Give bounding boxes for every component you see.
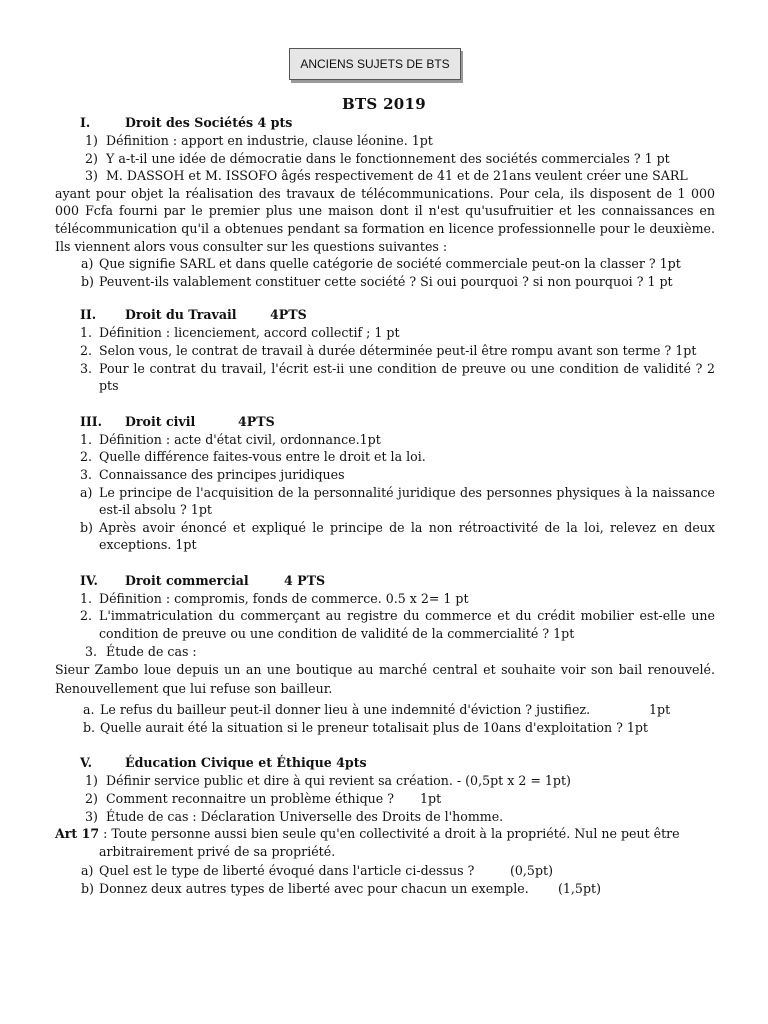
article-continuation: arbitrairement privé de sa propriété. [99,843,336,859]
question-points: 1pt [649,702,671,718]
header-banner: ANCIENS SUJETS DE BTS [289,48,461,80]
question-marker: 3. [80,360,93,376]
question-marker: a) [81,256,94,272]
section-number: V. [80,755,92,771]
section-title: Éducation Civique et Éthique 4pts [125,755,367,771]
case-paragraph: Sieur Zambo loue depuis un an une boutique au marché central et souhaite voir son bail renouvelé. Renouvellement que lui refuse son bailleur. [55,662,715,697]
question-text: Que signifie SARL et dans quelle catégorie de société commerciale peut-on la classer ? 1pt [99,256,681,272]
question-points: (1,5pt) [558,881,601,896]
question-text: Donnez deux autres types de liberté avec pour chacun un exemple. [99,881,529,896]
question-marker: 3) [85,168,98,184]
question-item [55,150,715,168]
page-title: BTS 2019 [341,95,427,113]
question-text: Définition : acte d'état civil, ordonnance.1pt [99,431,381,447]
question-marker: 3. [80,466,93,482]
question-marker: b) [81,273,94,289]
question-item [55,167,715,185]
sub-question-item [55,719,715,737]
question-marker: b) [81,881,94,896]
question-item [55,448,715,466]
question-item [55,772,715,790]
question-item [55,643,715,661]
question-marker: a) [81,863,94,879]
question-marker: 2. [80,608,93,624]
question-text: M. DASSOH et M. ISSOFO âgés respectivement de 41 et de 21ans veulent créer une SARL [106,168,688,184]
question-text: Quelle aurait été la situation si le preneur totalisait plus de 10ans d'exploitation ? 1pt [100,719,648,735]
question-item [55,431,715,449]
section-points: 4PTS [270,307,307,323]
section-heading-education-civique [55,754,715,772]
question-text: Définition : licenciement, accord collectif ; 1 pt [99,325,400,341]
question-marker: 3. [85,643,98,659]
section-heading-travail [55,306,715,324]
question-text: Après avoir énoncé et expliqué le principe de la non rétroactivité de la loi, relevez en deux exceptions. 1pt [99,519,715,553]
article-text: : Toute personne aussi bien seule qu'en collectivité a droit à la propriété. Nul ne peut être [99,826,680,842]
question-points: 1pt [420,791,442,807]
question-marker: a. [83,702,95,718]
sub-question-item [55,484,715,519]
document-body [55,114,715,898]
question-item [55,342,715,360]
article-quote [55,825,715,843]
sub-question-item [55,273,715,291]
section-points: 4PTS [238,413,275,429]
sub-question-item [55,701,715,719]
question-text: Définition : apport en industrie, clause léonine. 1pt [106,133,433,148]
section-points: 4 PTS [284,572,326,588]
section-title: Droit du Travail [125,307,237,323]
question-text: Connaissance des principes juridiques [99,466,345,482]
question-marker: b. [83,719,96,735]
question-text: Étude de cas : Déclaration Universelle des Droits de l'homme. [106,808,504,824]
question-marker: 2. [80,449,93,465]
question-text: Définir service public et dire à qui revient sa création. - (0,5pt x 2 = 1pt) [106,773,571,789]
sub-question-item [55,880,715,898]
question-text: L'immatriculation du commerçant au registre du commerce et du crédit mobilier est-elle une condition de preuve ou une condition de validité de la commercialité ? 1pt [99,608,715,642]
question-marker: 1. [80,431,93,447]
question-text: Comment reconnaitre un problème éthique ? [106,791,394,807]
question-marker: 2) [85,791,98,807]
question-text: Le refus du bailleur peut-il donner lieu à une indemnité d'éviction ? justifiez. [100,702,591,718]
question-marker: b) [80,519,93,535]
question-marker: 2) [85,150,98,166]
question-marker: 1) [85,133,98,148]
section-number: IV. [80,572,98,588]
section-heading-civil [55,413,715,431]
question-marker: 2. [80,342,93,358]
question-item [55,808,715,826]
section-title: Droit civil [125,413,196,429]
section-title: Droit commercial [125,572,249,588]
question-text: Quel est le type de liberté évoqué dans l'article ci-dessus ? [99,863,475,879]
article-label: Art 17 [55,826,100,842]
case-paragraph: ayant pour objet la réalisation des travaux de télécommunications. Pour cela, ils disposent de 1 000 000 Fcfa fourni par le premier plus une maison dont il n'est qu'usufruitier et les connaissances en télécommunication qu'il a obtenues pendant sa formation en licence professionnelle pour le deuxième. Ils viennent alors vous consulter sur les questions suivantes : [55,185,715,254]
question-item [55,607,715,642]
sub-question-item [55,255,715,273]
question-text: Pour le contrat du travail, l'écrit est-ii une condition de preuve ou une condition de validité ? 2 pts [99,360,715,394]
sub-question-item [55,519,715,554]
question-item [55,590,715,608]
question-text: Y a-t-il une idée de démocratie dans le fonctionnement des sociétés commerciales ? 1 pt [106,150,670,166]
section-number: II. [80,307,97,323]
question-text: Quelle différence faites-vous entre le droit et la loi. [99,449,426,465]
question-marker: 1. [80,590,93,606]
question-item [55,132,715,150]
section-title: Droit des Sociétés 4 pts [125,115,293,130]
question-item [55,466,715,484]
section-number: I. [80,115,91,130]
section-heading-societes [55,114,715,132]
question-text: Étude de cas : [106,643,197,659]
question-text: Peuvent-ils valablement constituer cette société ? Si oui pourquoi ? si non pourquoi ? 1 pt [99,273,673,289]
question-text: Le principe de l'acquisition de la personnalité juridique des personnes physiques à la naissance est-il absolu ? 1pt [99,484,715,518]
section-number: III. [80,413,103,429]
question-points: (0,5pt) [510,863,553,879]
question-text: Définition : compromis, fonds de commerce. 0.5 x 2= 1 pt [99,590,469,606]
section-heading-commercial [55,572,715,590]
question-text: Selon vous, le contrat de travail à durée déterminée peut-il être rompu avant son terme ? 1pt [99,342,697,358]
sub-question-item [55,862,715,880]
question-item [55,790,715,808]
question-marker: a) [80,484,93,500]
question-item [55,324,715,342]
question-marker: 1. [80,325,93,341]
question-item [55,360,715,395]
question-marker: 1) [85,773,98,789]
question-marker: 3) [85,808,98,824]
